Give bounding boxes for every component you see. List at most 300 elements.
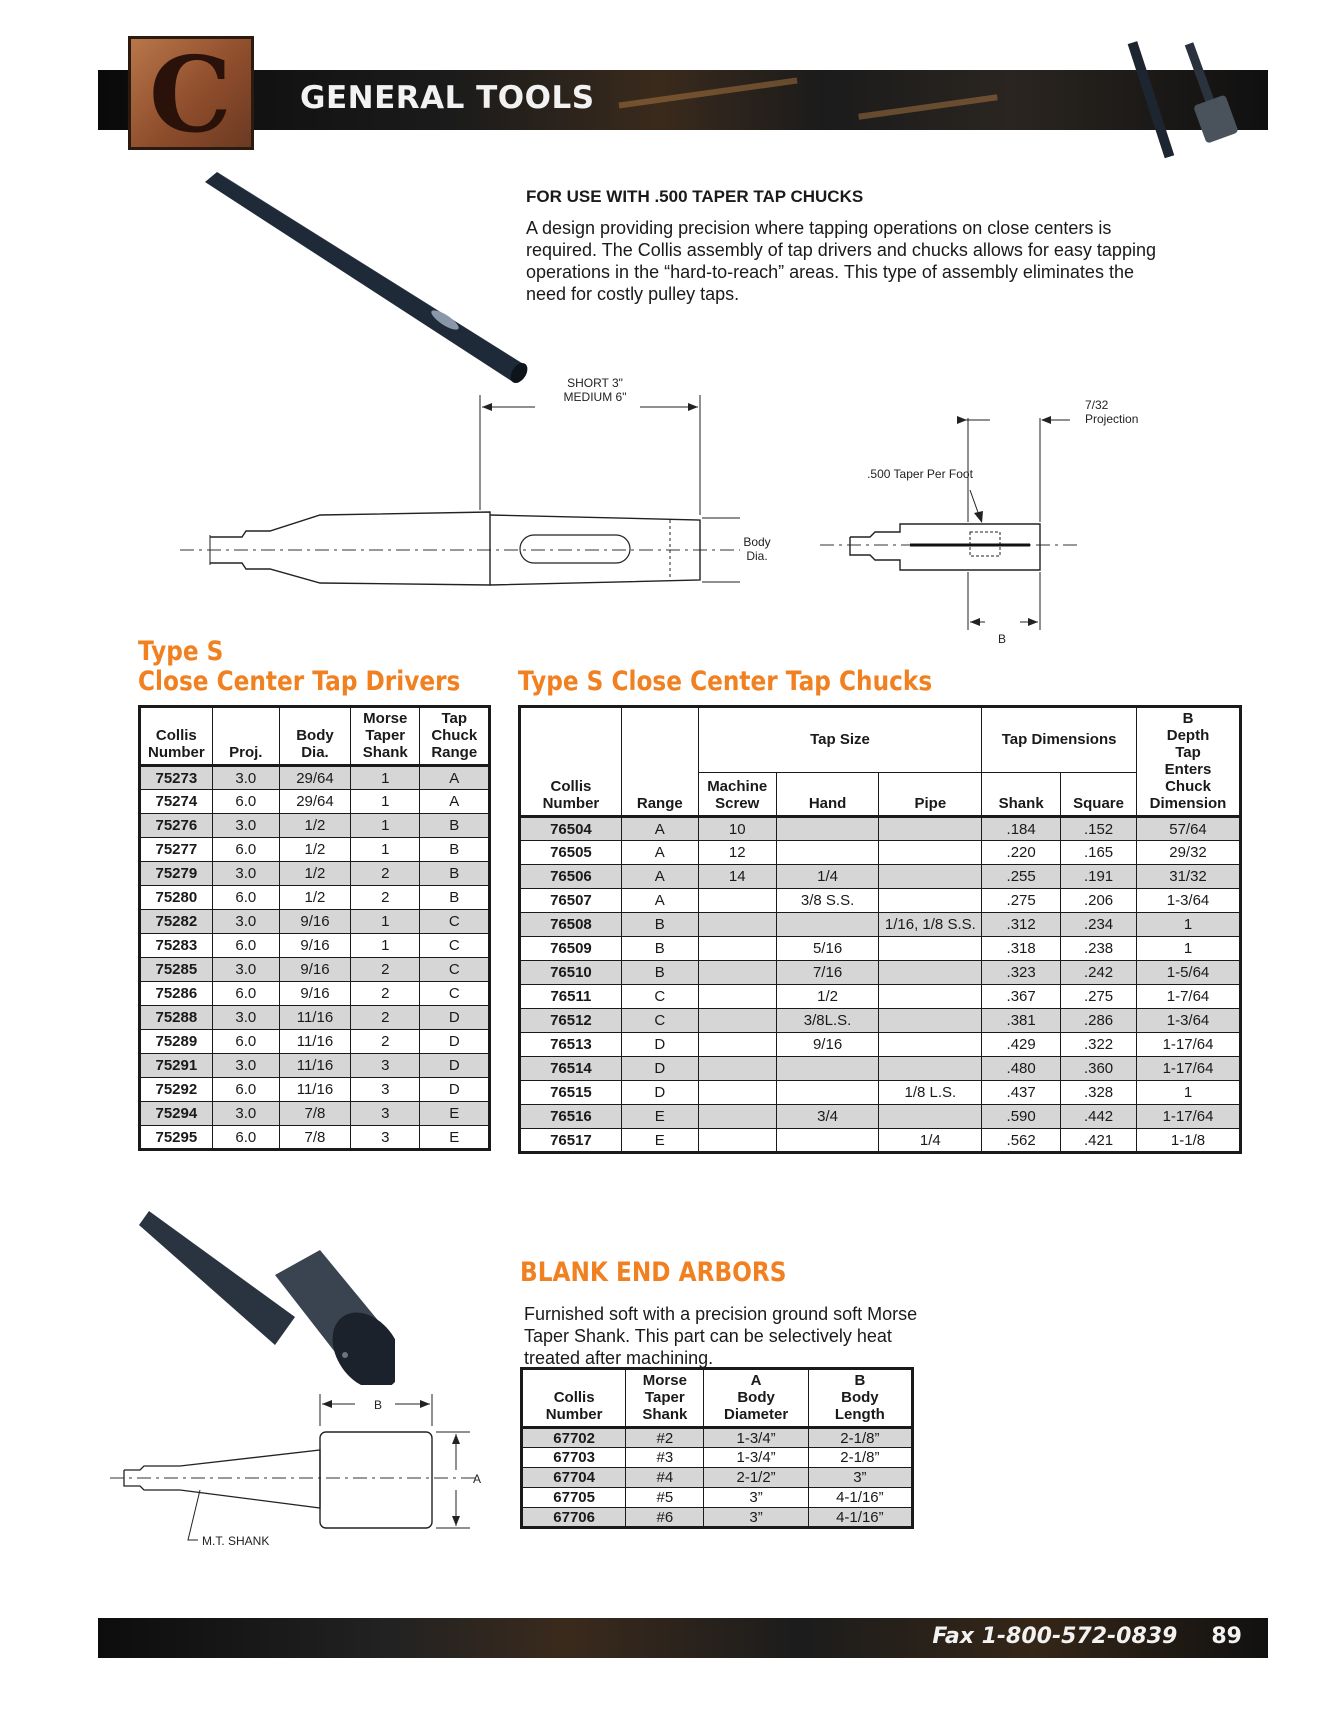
drivers-cell: D — [420, 1030, 490, 1054]
banner-streak — [618, 78, 797, 109]
chucks-cell: .421 — [1061, 1129, 1137, 1153]
page-title: GENERAL TOOLS — [300, 80, 595, 116]
drivers-cell: 3 — [351, 1078, 420, 1102]
arbors-cell: 1-3/4” — [704, 1428, 808, 1448]
chucks-cell — [698, 1057, 776, 1081]
arbors-cell: #4 — [626, 1468, 704, 1488]
chucks-cell: 1 — [1137, 937, 1241, 961]
chucks-cell: .322 — [1061, 1033, 1137, 1057]
drivers-cell: 3 — [351, 1126, 420, 1150]
chucks-row — [520, 841, 1241, 865]
arbors-col-a: A Body Diameter — [704, 1369, 808, 1428]
drivers-row — [140, 862, 490, 886]
drivers-row — [140, 790, 490, 814]
drivers-cell: 6.0 — [212, 838, 279, 862]
drivers-cell: 7/8 — [279, 1126, 350, 1150]
drivers-cell: 3 — [351, 1102, 420, 1126]
chucks-cell: 1-3/64 — [1137, 1009, 1241, 1033]
drivers-cell: 6.0 — [212, 934, 279, 958]
arbors-table — [520, 1367, 914, 1529]
drivers-cell: 75288 — [140, 1006, 213, 1030]
chucks-row — [520, 1033, 1241, 1057]
drivers-cell: 1 — [351, 934, 420, 958]
chucks-cell — [879, 1057, 982, 1081]
drivers-col-collis: Collis Number — [140, 707, 213, 766]
body-dia-label: Body Dia. — [743, 535, 771, 563]
drivers-cell: 3.0 — [212, 814, 279, 838]
chucks-cell — [879, 1105, 982, 1129]
chucks-cell: 76505 — [520, 841, 622, 865]
drivers-cell: 9/16 — [279, 958, 350, 982]
drivers-cell: 75285 — [140, 958, 213, 982]
tap-driver-photo — [195, 170, 535, 400]
intro-heading: FOR USE WITH .500 TAPER TAP CHUCKS — [526, 187, 864, 206]
page-number: 89 — [1211, 1624, 1242, 1649]
drivers-cell: 1 — [351, 790, 420, 814]
chucks-col-pipe: Pipe — [879, 773, 982, 817]
drivers-row — [140, 958, 490, 982]
drivers-cell: 75292 — [140, 1078, 213, 1102]
footer-banner — [98, 1618, 1268, 1658]
chucks-cell: 1-3/64 — [1137, 889, 1241, 913]
drivers-cell: 75289 — [140, 1030, 213, 1054]
drivers-cell: D — [420, 1054, 490, 1078]
chucks-cell — [776, 841, 879, 865]
drivers-cell: 75276 — [140, 814, 213, 838]
drivers-row — [140, 814, 490, 838]
arbors-col-b: B Body Length — [808, 1369, 912, 1428]
drivers-cell: 75279 — [140, 862, 213, 886]
chucks-cell: 76511 — [520, 985, 622, 1009]
drivers-cell: 6.0 — [212, 1126, 279, 1150]
chucks-cell: .562 — [982, 1129, 1061, 1153]
chucks-cell — [879, 1033, 982, 1057]
chucks-cell: 76515 — [520, 1081, 622, 1105]
chucks-cell: 76512 — [520, 1009, 622, 1033]
chucks-cell: .429 — [982, 1033, 1061, 1057]
chucks-cell: .275 — [1061, 985, 1137, 1009]
chucks-cell: 3/8L.S. — [776, 1009, 879, 1033]
arbors-cell: 67704 — [522, 1468, 626, 1488]
drivers-cell: 75283 — [140, 934, 213, 958]
drivers-cell: D — [420, 1078, 490, 1102]
chucks-cell: 3/8 S.S. — [776, 889, 879, 913]
arbors-cell: 1-3/4” — [704, 1448, 808, 1468]
drivers-cell: 75291 — [140, 1054, 213, 1078]
chucks-cell: 76507 — [520, 889, 622, 913]
arbors-row — [522, 1428, 913, 1448]
chucks-cell — [879, 889, 982, 913]
drivers-cell: 6.0 — [212, 982, 279, 1006]
drivers-cell: 2 — [351, 1030, 420, 1054]
chucks-cell: 1 — [1137, 913, 1241, 937]
drivers-cell: 1 — [351, 814, 420, 838]
chucks-col-range: Range — [621, 707, 698, 817]
logo-letter: C — [149, 33, 232, 156]
drivers-row — [140, 1006, 490, 1030]
chucks-cell: 10 — [698, 817, 776, 841]
chucks-row — [520, 937, 1241, 961]
drivers-row — [140, 766, 490, 790]
chucks-cell: .220 — [982, 841, 1061, 865]
drivers-cell: 3.0 — [212, 862, 279, 886]
drivers-col-range: Tap Chuck Range — [420, 707, 490, 766]
chucks-cell: 9/16 — [776, 1033, 879, 1057]
chucks-title: Type S Close Center Tap Chucks — [518, 666, 933, 697]
chucks-cell — [698, 889, 776, 913]
chucks-cell: .234 — [1061, 913, 1137, 937]
chucks-cell — [776, 913, 879, 937]
drivers-row — [140, 1126, 490, 1150]
drivers-title-line2: Close Center Tap Drivers — [138, 666, 461, 697]
arbors-header-row — [522, 1369, 913, 1428]
chucks-cell: 76517 — [520, 1129, 622, 1153]
drivers-row — [140, 934, 490, 958]
drivers-cell: 1 — [351, 910, 420, 934]
chucks-cell: E — [621, 1129, 698, 1153]
drivers-cell: 6.0 — [212, 790, 279, 814]
drivers-cell: 1/2 — [279, 862, 350, 886]
drivers-cell: 6.0 — [212, 1030, 279, 1054]
intro-body: A design providing precision where tapping operations on close centers is required. The Collis assembly of tap drivers and chucks allows for easy tapping operations in the “hard-to-reach” areas. This type of assembly eliminates the need for costly pulley taps. — [526, 218, 1156, 304]
drivers-row — [140, 982, 490, 1006]
chucks-group-tap-size: Tap Size — [698, 707, 981, 773]
drivers-title-line1: Type S — [138, 636, 224, 667]
drivers-cell: 75286 — [140, 982, 213, 1006]
drivers-cell: 11/16 — [279, 1078, 350, 1102]
chucks-cell: 76509 — [520, 937, 622, 961]
arbors-cell: 67706 — [522, 1508, 626, 1528]
arbors-row — [522, 1488, 913, 1508]
chucks-cell — [879, 841, 982, 865]
arbors-col-collis: Collis Number — [522, 1369, 626, 1428]
arbors-cell: 3” — [704, 1488, 808, 1508]
drivers-col-morse: Morse Taper Shank — [351, 707, 420, 766]
chucks-cell: 57/64 — [1137, 817, 1241, 841]
drivers-cell: A — [420, 790, 490, 814]
b-dim-label: B — [997, 632, 1006, 646]
banner-streak — [858, 94, 997, 119]
drivers-cell: 11/16 — [279, 1054, 350, 1078]
chucks-cell: 14 — [698, 865, 776, 889]
chucks-group-tap-dim: Tap Dimensions — [982, 707, 1137, 773]
drivers-cell: 1/2 — [279, 838, 350, 862]
drivers-row — [140, 1102, 490, 1126]
chucks-cell — [698, 1009, 776, 1033]
chucks-row — [520, 985, 1241, 1009]
drivers-cell: 3.0 — [212, 1054, 279, 1078]
chucks-col-square: Square — [1061, 773, 1137, 817]
header-banner — [98, 70, 1268, 130]
chucks-cell: .328 — [1061, 1081, 1137, 1105]
chucks-cell: 76513 — [520, 1033, 622, 1057]
chucks-cell — [776, 1129, 879, 1153]
drivers-cell: E — [420, 1102, 490, 1126]
drivers-cell: C — [420, 958, 490, 982]
arbors-row — [522, 1468, 913, 1488]
drivers-row — [140, 1078, 490, 1102]
chucks-cell: D — [621, 1057, 698, 1081]
chucks-cell: 7/16 — [776, 961, 879, 985]
arbors-col-morse: Morse Taper Shank — [626, 1369, 704, 1428]
drivers-cell: C — [420, 910, 490, 934]
chucks-row — [520, 889, 1241, 913]
drivers-cell: 75280 — [140, 886, 213, 910]
chucks-cell: 1/4 — [879, 1129, 982, 1153]
arbor-b-label: B — [373, 1398, 382, 1412]
chucks-cell: 76506 — [520, 865, 622, 889]
chucks-row — [520, 1081, 1241, 1105]
chucks-row — [520, 1129, 1241, 1153]
chucks-cell: 1-5/64 — [1137, 961, 1241, 985]
chucks-cell: 76510 — [520, 961, 622, 985]
drivers-cell: 75282 — [140, 910, 213, 934]
drivers-cell: D — [420, 1006, 490, 1030]
chucks-cell: 1 — [1137, 1081, 1241, 1105]
chucks-cell: B — [621, 961, 698, 985]
drivers-cell: 29/64 — [279, 790, 350, 814]
chucks-row — [520, 817, 1241, 841]
chucks-cell: 1/16, 1/8 S.S. — [879, 913, 982, 937]
drivers-cell: 2 — [351, 982, 420, 1006]
mt-shank-label: M.T. SHANK — [202, 1534, 270, 1548]
drivers-header-row — [140, 707, 490, 766]
chucks-cell — [698, 913, 776, 937]
arbors-title: BLANK END ARBORS — [520, 1257, 787, 1288]
arbors-cell: 4-1/16” — [808, 1488, 912, 1508]
chucks-cell — [698, 1081, 776, 1105]
chucks-cell: E — [621, 1105, 698, 1129]
chucks-cell: A — [621, 865, 698, 889]
drivers-cell: E — [420, 1126, 490, 1150]
chucks-cell: .206 — [1061, 889, 1137, 913]
chucks-cell: .286 — [1061, 1009, 1137, 1033]
chucks-cell: .360 — [1061, 1057, 1137, 1081]
arbor-a-label: A — [472, 1472, 481, 1486]
chucks-cell: .381 — [982, 1009, 1061, 1033]
fax-number: Fax 1-800-572-0839 — [932, 1624, 1178, 1649]
chucks-cell: 76514 — [520, 1057, 622, 1081]
projection-label: 7/32 Projection — [1085, 398, 1139, 426]
drivers-cell: 11/16 — [279, 1006, 350, 1030]
chucks-cell: B — [621, 937, 698, 961]
chucks-cell: 76516 — [520, 1105, 622, 1129]
chucks-cell — [698, 961, 776, 985]
arbors-row — [522, 1448, 913, 1468]
chucks-cell: A — [621, 817, 698, 841]
drivers-cell: 2 — [351, 862, 420, 886]
arbor-photo — [135, 1205, 395, 1385]
chucks-cell — [879, 817, 982, 841]
arbors-cell: 2-1/8” — [808, 1448, 912, 1468]
chucks-cell: .318 — [982, 937, 1061, 961]
drivers-cell: C — [420, 982, 490, 1006]
chucks-cell: 1-17/64 — [1137, 1057, 1241, 1081]
chucks-cell: 1-7/64 — [1137, 985, 1241, 1009]
chucks-cell: .312 — [982, 913, 1061, 937]
arbors-cell: 2-1/2” — [704, 1468, 808, 1488]
chucks-cell — [698, 1129, 776, 1153]
chucks-col-b-depth: B Depth Tap Enters Chuck Dimension — [1137, 707, 1241, 817]
chucks-cell — [879, 985, 982, 1009]
chucks-row — [520, 913, 1241, 937]
drivers-cell: 1 — [351, 766, 420, 790]
drivers-cell: A — [420, 766, 490, 790]
chucks-cell: .437 — [982, 1081, 1061, 1105]
drivers-cell: B — [420, 886, 490, 910]
drivers-row — [140, 1054, 490, 1078]
chucks-cell — [698, 1105, 776, 1129]
arbors-cell: #3 — [626, 1448, 704, 1468]
chucks-cell — [879, 1009, 982, 1033]
tap-chuck-diagram — [820, 400, 1080, 650]
taper-label: .500 Taper Per Foot — [867, 467, 973, 481]
chucks-cell: 1/4 — [776, 865, 879, 889]
chucks-cell: .152 — [1061, 817, 1137, 841]
chucks-cell: 1-17/64 — [1137, 1105, 1241, 1129]
drivers-cell: 2 — [351, 886, 420, 910]
drivers-cell: 75277 — [140, 838, 213, 862]
chucks-cell: 5/16 — [776, 937, 879, 961]
drivers-cell: 3.0 — [212, 766, 279, 790]
drivers-col-proj: Proj. — [212, 707, 279, 766]
chucks-cell: 12 — [698, 841, 776, 865]
chucks-col-machine-screw: Machine Screw — [698, 773, 776, 817]
drivers-cell: 75294 — [140, 1102, 213, 1126]
drivers-cell: 6.0 — [212, 886, 279, 910]
chucks-cell: .238 — [1061, 937, 1137, 961]
arbors-cell: 3” — [808, 1468, 912, 1488]
drivers-cell: 29/64 — [279, 766, 350, 790]
drivers-cell: 11/16 — [279, 1030, 350, 1054]
arbor-diagram — [110, 1390, 490, 1560]
drivers-cell: C — [420, 934, 490, 958]
chucks-cell: C — [621, 1009, 698, 1033]
chucks-cell: .255 — [982, 865, 1061, 889]
drivers-cell: 2 — [351, 958, 420, 982]
chucks-row — [520, 1009, 1241, 1033]
chucks-cell — [698, 937, 776, 961]
drivers-cell: 2 — [351, 1006, 420, 1030]
chucks-row — [520, 961, 1241, 985]
chucks-cell: 1-1/8 — [1137, 1129, 1241, 1153]
chucks-cell: .275 — [982, 889, 1061, 913]
chucks-cell — [879, 961, 982, 985]
arbors-cell: #2 — [626, 1428, 704, 1448]
drivers-col-body-dia: Body Dia. — [279, 707, 350, 766]
arbors-cell: #6 — [626, 1508, 704, 1528]
chucks-cell: D — [621, 1081, 698, 1105]
chucks-cell: 1/8 L.S. — [879, 1081, 982, 1105]
arbors-cell: 67703 — [522, 1448, 626, 1468]
header-tools-image — [1110, 40, 1260, 160]
chucks-cell: A — [621, 889, 698, 913]
drivers-row — [140, 1030, 490, 1054]
arbors-cell: 3” — [704, 1508, 808, 1528]
arbors-description: Furnished soft with a precision ground soft Morse Taper Shank. This part can be selectively heat treated after machining. — [524, 1304, 918, 1368]
drivers-cell: 9/16 — [279, 910, 350, 934]
drivers-row — [140, 838, 490, 862]
drivers-cell: 7/8 — [279, 1102, 350, 1126]
chucks-cell: B — [621, 913, 698, 937]
chucks-cell: .480 — [982, 1057, 1061, 1081]
drivers-cell: B — [420, 838, 490, 862]
arbors-cell: 2-1/8” — [808, 1428, 912, 1448]
chucks-cell: 76504 — [520, 817, 622, 841]
drivers-cell: 3.0 — [212, 1006, 279, 1030]
drivers-row — [140, 910, 490, 934]
chucks-row — [520, 1057, 1241, 1081]
drivers-cell: 9/16 — [279, 934, 350, 958]
chucks-cell — [698, 1033, 776, 1057]
chucks-row — [520, 865, 1241, 889]
drivers-cell: 3.0 — [212, 958, 279, 982]
arbors-cell: #5 — [626, 1488, 704, 1508]
chucks-cell: 29/32 — [1137, 841, 1241, 865]
chucks-table — [518, 705, 1242, 1154]
drivers-cell: 75273 — [140, 766, 213, 790]
drivers-cell: 9/16 — [279, 982, 350, 1006]
length-label: SHORT 3" MEDIUM 6" — [563, 376, 627, 404]
chucks-cell — [776, 1081, 879, 1105]
drivers-cell: 1/2 — [279, 814, 350, 838]
drivers-table — [138, 705, 491, 1151]
chucks-cell: 1/2 — [776, 985, 879, 1009]
chucks-cell: 1-17/64 — [1137, 1033, 1241, 1057]
arbors-row — [522, 1508, 913, 1528]
chucks-cell: 3/4 — [776, 1105, 879, 1129]
arbors-cell: 67705 — [522, 1488, 626, 1508]
chucks-cell: 31/32 — [1137, 865, 1241, 889]
chucks-cell — [879, 937, 982, 961]
chucks-cell: 76508 — [520, 913, 622, 937]
chucks-cell: D — [621, 1033, 698, 1057]
chucks-cell — [879, 865, 982, 889]
drivers-cell: 1 — [351, 838, 420, 862]
chucks-cell: .184 — [982, 817, 1061, 841]
drivers-cell: B — [420, 862, 490, 886]
chucks-cell: .323 — [982, 961, 1061, 985]
drivers-cell: 1/2 — [279, 886, 350, 910]
chucks-cell: A — [621, 841, 698, 865]
drivers-cell: B — [420, 814, 490, 838]
chucks-col-hand: Hand — [776, 773, 879, 817]
chucks-cell: .442 — [1061, 1105, 1137, 1129]
chucks-cell — [776, 1057, 879, 1081]
tap-driver-diagram — [180, 385, 740, 625]
drivers-cell: 3.0 — [212, 910, 279, 934]
drivers-cell: 6.0 — [212, 1078, 279, 1102]
chucks-row — [520, 1105, 1241, 1129]
drivers-cell: 3 — [351, 1054, 420, 1078]
chucks-group-row — [520, 707, 1241, 773]
drivers-row — [140, 886, 490, 910]
drivers-cell: 75295 — [140, 1126, 213, 1150]
footer-text — [932, 1624, 1242, 1649]
chucks-cell — [698, 985, 776, 1009]
chucks-cell: .165 — [1061, 841, 1137, 865]
chucks-col-collis: Collis Number — [520, 707, 622, 817]
arbors-cell: 67702 — [522, 1428, 626, 1448]
chucks-cell: .367 — [982, 985, 1061, 1009]
arbors-cell: 4-1/16” — [808, 1508, 912, 1528]
chucks-col-shank: Shank — [982, 773, 1061, 817]
drivers-cell: 3.0 — [212, 1102, 279, 1126]
chucks-cell: .242 — [1061, 961, 1137, 985]
chucks-cell: .590 — [982, 1105, 1061, 1129]
chucks-cell: .191 — [1061, 865, 1137, 889]
drivers-cell: 75274 — [140, 790, 213, 814]
